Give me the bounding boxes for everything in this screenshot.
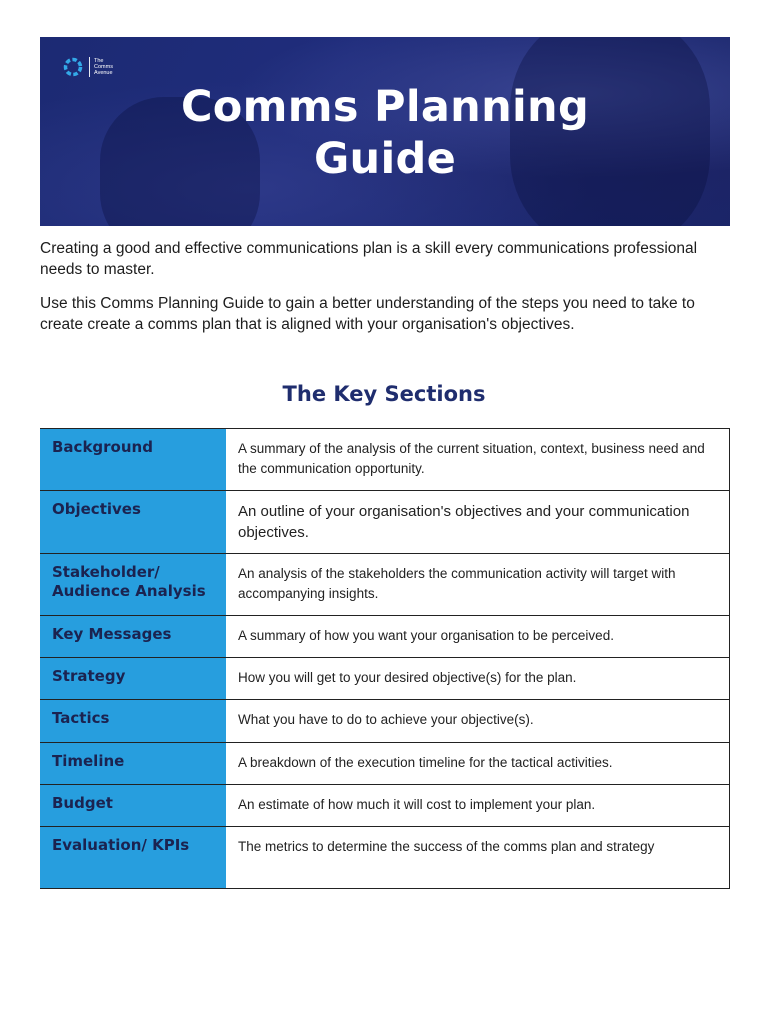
row-label: Objectives [40,491,226,553]
table-row [40,658,730,700]
intro-paragraph: Use this Comms Planning Guide to gain a better understanding of the steps you need to take to create create a comms plan that is aligned with your organisation's objectives. [40,295,695,333]
page-title-line: Comms Planning [180,82,590,132]
logo-word: The [94,58,104,64]
table-row [40,827,730,889]
row-label: Budget [40,785,226,826]
row-description: An analysis of the stakeholders the communication activity will target with accompanying insights. [226,554,730,615]
page-title-line: Guide [313,134,457,184]
intro-paragraph: Creating a good and effective communications plan is a skill every communications professional needs to master. [40,240,698,278]
page-title [40,81,730,185]
row-label: Timeline [40,743,226,784]
header-banner [40,37,730,226]
row-label: Tactics [40,700,226,742]
logo-wordmark [94,58,113,76]
table-row [40,700,730,743]
row-description: A breakdown of the execution timeline for the tactical activities. [226,743,730,784]
row-description: The metrics to determine the success of the comms plan and strategy [226,827,730,888]
key-sections-table [40,428,730,889]
row-description: An outline of your organisation's objectives and your communication objectives. [226,491,730,553]
table-row [40,785,730,827]
row-description: A summary of the analysis of the current situation, context, business need and the communication opportunity. [226,429,730,490]
row-description: How you will get to your desired objective(s) for the plan. [226,658,730,699]
section-heading: The Key Sections [282,382,486,406]
company-logo [62,56,113,78]
row-label: Key Messages [40,616,226,657]
row-description: An estimate of how much it will cost to implement your plan. [226,785,730,826]
table-row [40,743,730,785]
row-label: Background [40,429,226,490]
table-row [40,616,730,658]
table-row [40,491,730,554]
row-description: What you have to do to achieve your objective(s). [226,700,730,742]
logo-word: Comms [94,64,113,70]
logo-divider [89,57,90,77]
row-label: Evaluation/ KPIs [40,827,226,888]
table-row [40,554,730,616]
row-description: A summary of how you want your organisation to be perceived. [226,616,730,657]
logo-word: Avenue [94,70,113,76]
table-row [40,429,730,491]
logo-ring-icon [62,56,84,78]
row-label: Strategy [40,658,226,699]
row-label: Stakeholder/ Audience Analysis [40,554,226,615]
